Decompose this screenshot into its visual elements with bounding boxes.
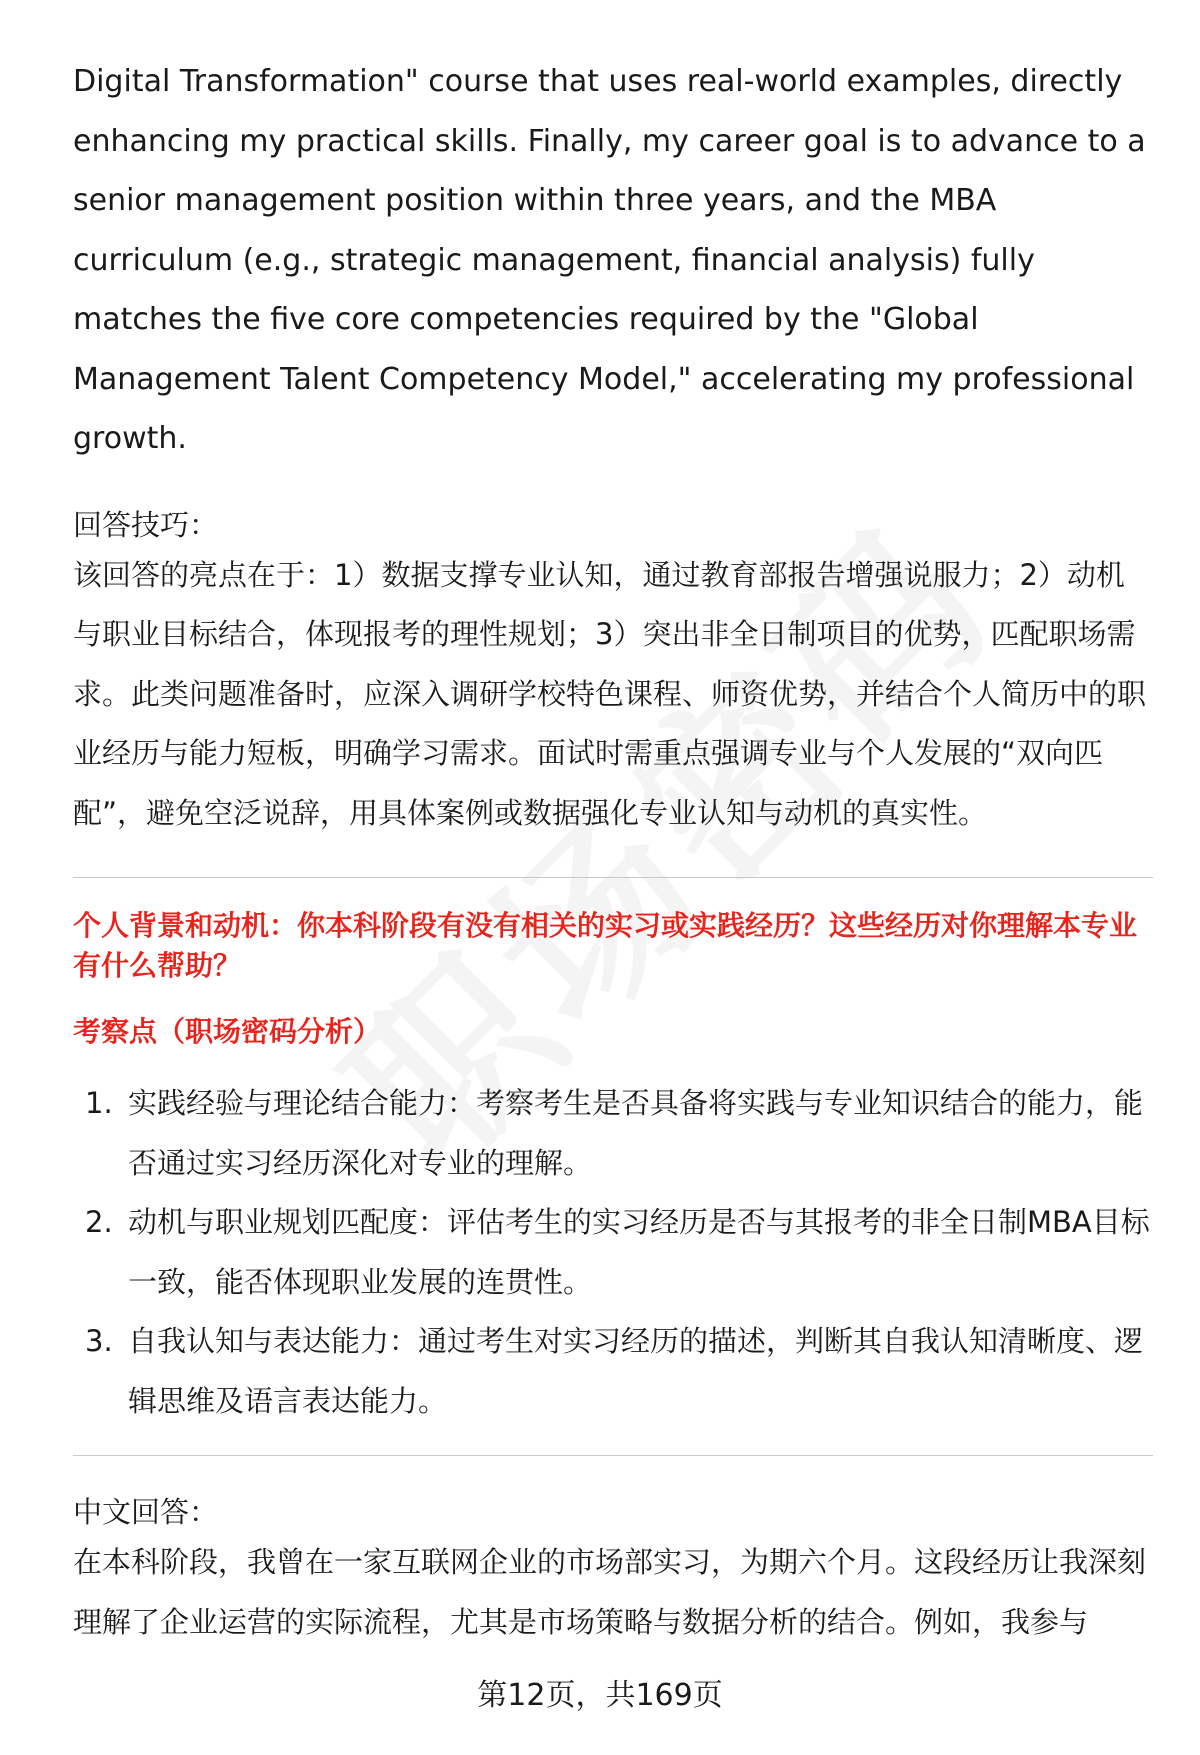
list-text: 实践经验与理论结合能力：考察考生是否具备将实践与专业知识结合的能力，能否通过实习经历深化对专业的理解。	[128, 1086, 1144, 1180]
list-number: 3.	[85, 1324, 113, 1358]
answer-body: 在本科阶段，我曾在一家互联网企业的市场部实习，为期六个月。这段经历让我深刻理解了企业运营的实际流程，尤其是市场策略与数据分析的结合。例如，我参与	[73, 1545, 1147, 1639]
focus-heading: 考察点（职场密码分析）	[73, 1015, 382, 1048]
page-footer: 第12页，共169页	[477, 1678, 723, 1713]
tips-label: 回答技巧：	[73, 507, 219, 542]
list-text: 自我认知与表达能力：通过考生对实习经历的描述，判断其自我认知清晰度、逻辑思维及语言表达能力。	[128, 1324, 1144, 1418]
tips-body: 该回答的亮点在于：1）数据支撑专业认知，通过教育部报告增强说服力；2）动机与职业目标结合，体现报考的理性规划；3）突出非全日制项目的优势，匹配职场需求。此类问题准备时，应深入调研学校特色课程、师资优势，并结合个人简历中的职业经历与能力短板，明确学习需求。面试时需重点强调专业与个人发展的“双向匹配”，避免空泛说辞，用具体案例或数据强化专业认知与动机的真实性。	[73, 557, 1147, 830]
list-number: 1.	[85, 1086, 113, 1120]
document-page	[73, 52, 1153, 1652]
question-heading: 个人背景和动机：你本科阶段有没有相关的实习或实践经历？这些经历对你理解本专业有什么帮助？	[73, 909, 1138, 982]
list-item	[73, 1074, 1153, 1193]
list-text: 动机与职业规划匹配度：评估考生的实习经历是否与其报考的非全日制MBA目标一致，能否体现职业发展的连贯性。	[128, 1205, 1150, 1299]
intro-paragraph: Digital Transformation" course that uses real-world examples, directly enhancing my practical skills. Finally, my career goal is to advance to a senior management position within three years, and the MBA curriculum (e.g., strategic management, financial analysis) fully matches the five core competencies required by the "Global Management Talent Competency Model," accelerating my professional growth.	[73, 64, 1146, 456]
list-item	[73, 1312, 1153, 1431]
focus-points-list	[73, 1074, 1153, 1431]
list-item	[73, 1193, 1153, 1312]
answer-label: 中文回答：	[73, 1495, 219, 1529]
list-number: 2.	[85, 1205, 113, 1239]
